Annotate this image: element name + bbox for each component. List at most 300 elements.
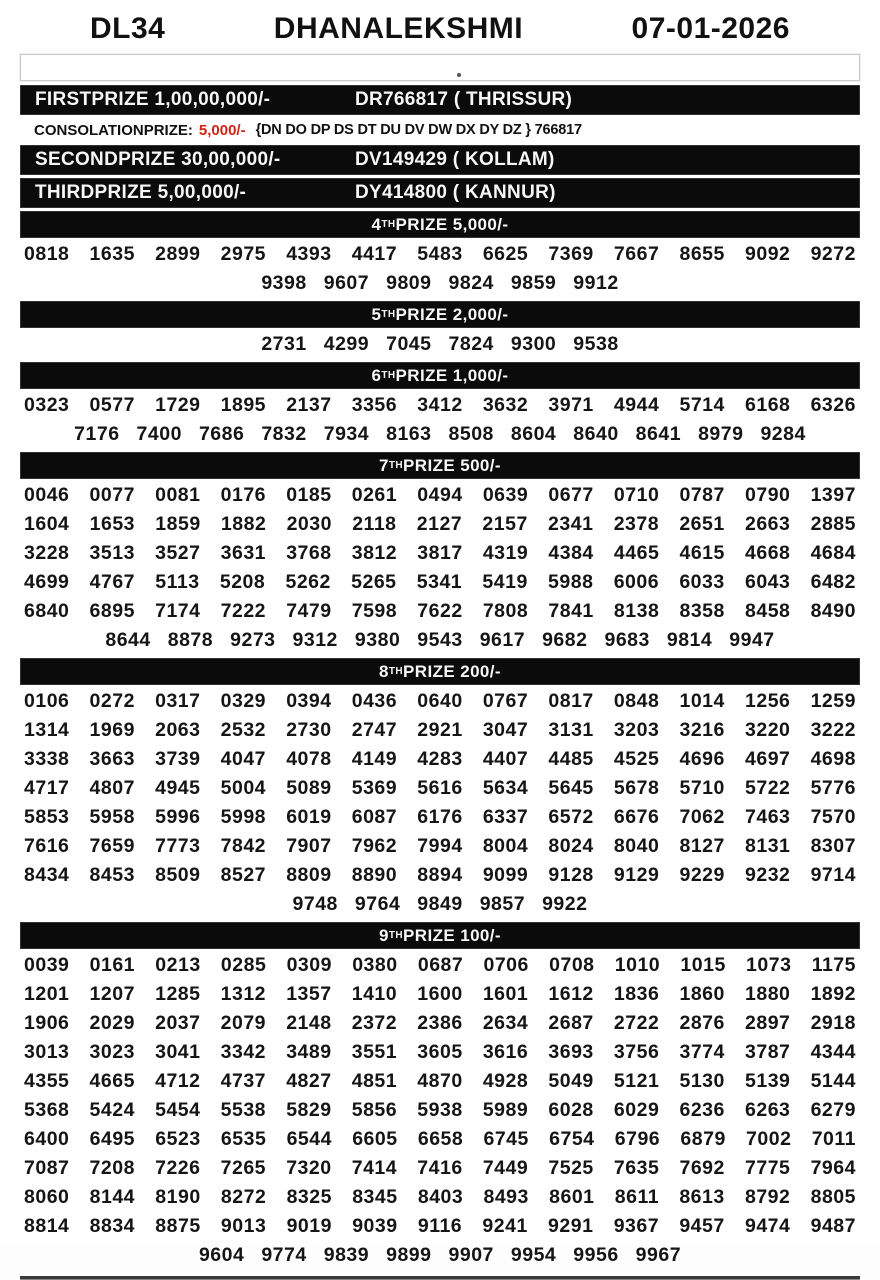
prize-number: 4665	[89, 1070, 135, 1092]
prize-number: 4684	[810, 542, 856, 564]
prize-number: 5139	[745, 1070, 791, 1092]
prize-number: 9907	[448, 1244, 494, 1266]
prize-number: 8805	[810, 1186, 856, 1208]
prize-number: 1880	[745, 983, 791, 1005]
prize-number: 3228	[24, 542, 70, 564]
prize-number: 6006	[613, 571, 660, 593]
prize-number: 7570	[810, 806, 856, 828]
prize-number: 0640	[417, 690, 463, 712]
prize-number: 9099	[482, 864, 529, 886]
prize-number: 4870	[417, 1070, 463, 1092]
prize-number: 3342	[220, 1041, 267, 1063]
prize-number: 9809	[386, 272, 432, 294]
prize-number: 4807	[89, 777, 135, 799]
prize-number: 3047	[482, 719, 529, 741]
prize-number: 0380	[352, 954, 398, 976]
prize-number: 0677	[548, 484, 594, 506]
prize-number: 7400	[136, 423, 182, 445]
prize-number: 4465	[613, 542, 660, 564]
prize-number: 7320	[286, 1157, 332, 1179]
prize-number: 5714	[679, 394, 725, 416]
prize-number: 7045	[386, 333, 432, 355]
prize-number: 5958	[89, 806, 135, 828]
prize-number: 7087	[24, 1157, 70, 1179]
prize-number: 3338	[24, 748, 70, 770]
prize-number-row	[20, 716, 860, 745]
consolation-amount: 5,000/-	[198, 121, 246, 139]
prize-number: 1410	[351, 983, 398, 1005]
prize-number: 5853	[24, 806, 70, 828]
prize-number: 3489	[286, 1041, 332, 1063]
prize-number: 5121	[613, 1070, 660, 1092]
prize-number: 8834	[89, 1215, 136, 1237]
prize-number: 2157	[482, 513, 528, 535]
prize-number: 4384	[548, 542, 594, 564]
prize-number-row	[20, 1125, 860, 1154]
prize-number: 8613	[679, 1186, 725, 1208]
prize-number: 8878	[167, 629, 214, 651]
tier-header: 7 TH PRIZE 500/-	[20, 452, 860, 479]
prize-number: 9714	[810, 864, 856, 886]
prize-number: 1397	[810, 484, 856, 506]
prize-number: 3222	[810, 719, 856, 741]
prize-number: 3513	[89, 542, 135, 564]
prize-number: 4078	[286, 748, 332, 770]
prize-number: 6019	[286, 806, 332, 828]
prize-number: 4525	[613, 748, 660, 770]
tier-header: 4 TH PRIZE 5,000/-	[20, 211, 860, 238]
prize-number: 6658	[417, 1128, 464, 1150]
prize-number: 8809	[286, 864, 332, 886]
consolation-row	[20, 118, 860, 142]
draw-date: 07-01-2026	[631, 12, 790, 45]
prize-number: 9312	[292, 629, 338, 651]
prize-number: 6033	[679, 571, 725, 593]
prize-number-row	[20, 510, 860, 539]
prize-number: 6796	[614, 1128, 661, 1150]
prize-number-row	[20, 626, 860, 655]
prize-number: 8345	[352, 1186, 398, 1208]
prize-number: 2730	[286, 719, 332, 741]
prize-number: 9487	[810, 1215, 856, 1237]
prize-number-row	[20, 597, 860, 626]
prize-number: 8527	[220, 864, 267, 886]
prize-number: 2897	[745, 1012, 791, 1034]
prize-number: 1357	[286, 983, 332, 1005]
tier-header: 6 TH PRIZE 1,000/-	[20, 362, 860, 389]
prize-number: 8601	[549, 1186, 595, 1208]
second-prize-bar	[20, 145, 860, 175]
prize-number: 1860	[679, 983, 725, 1005]
prize-number: 7616	[24, 835, 70, 857]
prize-number: 1175	[811, 954, 856, 976]
prize-number: 6754	[549, 1128, 595, 1150]
prize-number: 5710	[679, 777, 725, 799]
third-prize-label: THIRDPRIZE 5,00,000/-	[35, 182, 247, 203]
prize-number: 6572	[548, 806, 594, 828]
prize-number: 8453	[89, 864, 135, 886]
prize-number: 5130	[679, 1070, 725, 1092]
prize-number: 7824	[448, 333, 494, 355]
prize-number: 0309	[286, 954, 332, 976]
prize-number: 7964	[810, 1157, 856, 1179]
prize-number: 9272	[810, 243, 856, 265]
prize-number: 3768	[286, 542, 332, 564]
prize-number: 7773	[155, 835, 201, 857]
prize-number: 9457	[679, 1215, 725, 1237]
prize-number: 5998	[220, 806, 267, 828]
prize-number: 8611	[614, 1186, 660, 1208]
prize-number: 1604	[24, 513, 70, 535]
first-prize-bar	[20, 85, 860, 115]
prize-number: 3216	[679, 719, 725, 741]
prize-number: 7635	[613, 1157, 660, 1179]
prize-number: 7841	[548, 600, 594, 622]
prize-number: 5089	[286, 777, 332, 799]
prize-number: 6523	[155, 1128, 201, 1150]
tier-header: 8 TH PRIZE 200/-	[20, 658, 860, 685]
prize-number: 6745	[483, 1128, 529, 1150]
prize-number: 7416	[417, 1157, 463, 1179]
prize-number: 4668	[745, 542, 791, 564]
prize-number: 0106	[24, 690, 70, 712]
prize-number: 1859	[155, 513, 201, 535]
prize-number: 4417	[351, 243, 398, 265]
prize-number: 2079	[220, 1012, 267, 1034]
prize-number: 9538	[573, 333, 619, 355]
prize-number: 5454	[155, 1099, 201, 1121]
prize-number: 2885	[810, 513, 856, 535]
prize-number: 6087	[351, 806, 398, 828]
prize-number: 2921	[417, 719, 463, 741]
prize-number: 5483	[417, 243, 463, 265]
prize-number-row	[20, 568, 860, 597]
second-prize-winner: DV149429 ( KOLLAM)	[355, 149, 555, 170]
prize-number: 5049	[548, 1070, 594, 1092]
prize-number: 3693	[548, 1041, 594, 1063]
prize-number: 8131	[745, 835, 791, 857]
prize-number: 4737	[220, 1070, 267, 1092]
prize-number: 9604	[198, 1244, 245, 1266]
prize-number: 7463	[745, 806, 791, 828]
prize-number: 7622	[417, 600, 463, 622]
prize-number: 4047	[220, 748, 267, 770]
prize-number: 1600	[417, 983, 463, 1005]
prize-number: 4319	[482, 542, 529, 564]
prize-number: 4696	[679, 748, 725, 770]
prize-number: 9954	[510, 1244, 557, 1266]
prize-number: 5678	[613, 777, 660, 799]
prize-number: 8434	[24, 864, 70, 886]
prize-number: 2063	[155, 719, 201, 741]
prize-number-row	[20, 1038, 860, 1067]
prize-number: 4393	[286, 243, 332, 265]
prize-number: 9857	[479, 893, 526, 915]
prize-number: 0436	[351, 690, 398, 712]
prize-number: 2634	[482, 1012, 529, 1034]
prize-number: 9849	[417, 893, 463, 915]
first-prize-label: FIRSTPRIZE 1,00,00,000/-	[35, 89, 271, 110]
prize-number: 8875	[155, 1215, 201, 1237]
prize-number: 9092	[745, 243, 791, 265]
prize-number: 0817	[548, 690, 594, 712]
prize-number-row	[20, 1154, 860, 1183]
prize-number-row	[20, 481, 860, 510]
prize-number: 0818	[24, 243, 70, 265]
prize-number: 0577	[89, 394, 135, 416]
prize-number: 8163	[386, 423, 432, 445]
prize-number: 0687	[417, 954, 464, 976]
prize-number: 7667	[613, 243, 660, 265]
prize-number: 1601	[482, 983, 529, 1005]
prize-number: 6605	[352, 1128, 398, 1150]
prize-number: 1653	[89, 513, 136, 535]
first-prize-winner: DR766817 ( THRISSUR)	[355, 89, 573, 110]
prize-number: 6482	[810, 571, 856, 593]
prize-number-row	[20, 330, 860, 359]
prize-number: 0077	[89, 484, 135, 506]
prize-number: 3663	[89, 748, 135, 770]
prize-number: 3739	[155, 748, 201, 770]
prize-number: 1612	[548, 983, 594, 1005]
prize-number: 1892	[810, 983, 856, 1005]
prize-number: 7525	[548, 1157, 594, 1179]
prize-number: 1201	[24, 983, 70, 1005]
prize-number: 4712	[155, 1070, 201, 1092]
prize-number: 2747	[351, 719, 398, 741]
prize-number: 2030	[286, 513, 332, 535]
prize-number-row	[20, 539, 860, 568]
prize-number: 6495	[89, 1128, 136, 1150]
lottery-name: DHANALEKSHMI	[273, 12, 524, 45]
prize-number: 0790	[745, 484, 791, 506]
prize-number: 1635	[89, 243, 135, 265]
prize-number: 3220	[745, 719, 791, 741]
prize-number: 5419	[482, 571, 528, 593]
prize-number: 0213	[155, 954, 201, 976]
prize-number: 1836	[613, 983, 660, 1005]
prize-number: 6168	[745, 394, 791, 416]
prize-number: 9129	[613, 864, 660, 886]
prize-number: 8458	[745, 600, 791, 622]
prize-number: 4767	[89, 571, 136, 593]
prize-number: 9398	[261, 272, 307, 294]
prize-number: 5616	[417, 777, 463, 799]
prize-number: 8641	[635, 423, 682, 445]
prize-number-row	[20, 861, 860, 890]
prize-number: 9859	[510, 272, 557, 294]
prize-number: 2037	[155, 1012, 201, 1034]
prize-number: 1314	[24, 719, 70, 741]
prize-number: 9814	[666, 629, 713, 651]
prize-number: 1010	[614, 954, 661, 976]
prize-number-row	[20, 391, 860, 420]
prize-number: 1207	[89, 983, 135, 1005]
prize-number: 2918	[810, 1012, 856, 1034]
prize-number: 7449	[482, 1157, 529, 1179]
prize-number: 9839	[323, 1244, 370, 1266]
prize-number-row	[20, 1183, 860, 1212]
prize-number: 9273	[230, 629, 276, 651]
bottom-rule	[20, 1276, 860, 1280]
prize-number-row	[20, 687, 860, 716]
prize-number: 9291	[548, 1215, 594, 1237]
consolation-label: CONSOLATIONPRIZE:	[34, 121, 193, 139]
prize-number: 9229	[679, 864, 725, 886]
prize-number: 8307	[810, 835, 856, 857]
prize-number: 9912	[573, 272, 619, 294]
prize-number: 9039	[352, 1215, 398, 1237]
prize-number: 5144	[810, 1070, 856, 1092]
prize-number: 3616	[482, 1041, 529, 1063]
prize-number: 7011	[811, 1128, 856, 1150]
prize-number: 6625	[482, 243, 529, 265]
prize-number: 3812	[351, 542, 398, 564]
prize-number: 1014	[679, 690, 725, 712]
prize-number: 9607	[323, 272, 370, 294]
prize-number: 7062	[679, 806, 725, 828]
prize-number: 9367	[613, 1215, 660, 1237]
prize-number-row	[20, 890, 860, 919]
prize-number: 9019	[286, 1215, 332, 1237]
prize-number: 8325	[286, 1186, 332, 1208]
prize-number-row	[20, 240, 860, 269]
prize-number-row	[20, 1241, 860, 1270]
prize-number: 9543	[417, 629, 463, 651]
prize-number: 9899	[386, 1244, 432, 1266]
prize-number-row	[20, 832, 860, 861]
prize-number: 4928	[482, 1070, 529, 1092]
prize-number: 3023	[89, 1041, 135, 1063]
prize-number: 0176	[220, 484, 267, 506]
prize-number: 8979	[698, 423, 744, 445]
prize-number: 5265	[351, 571, 397, 593]
prize-number: 4615	[679, 542, 725, 564]
prize-number: 1729	[155, 394, 201, 416]
prize-number-row	[20, 1212, 860, 1241]
second-prize-label: SECONDPRIZE 30,00,000/-	[35, 149, 281, 170]
prize-number: 5262	[285, 571, 331, 593]
prize-number: 3131	[548, 719, 594, 741]
prize-number: 4717	[24, 777, 70, 799]
prize-number: 1259	[810, 690, 856, 712]
consolation-series: {DN DO DP DS DT DU DV DW DX DY DZ } 766817	[255, 122, 582, 138]
prize-number: 6043	[744, 571, 791, 593]
prize-number: 0708	[549, 954, 595, 976]
prize-number-row	[20, 269, 860, 298]
prize-number: 1285	[155, 983, 201, 1005]
prize-number: 9682	[542, 629, 588, 651]
prize-number: 8272	[220, 1186, 267, 1208]
prize-number: 2386	[417, 1012, 463, 1034]
prize-number: 6028	[548, 1099, 594, 1121]
prize-number: 8024	[548, 835, 594, 857]
prize-number: 6326	[810, 394, 856, 416]
prize-number: 2372	[351, 1012, 398, 1034]
prize-number: 0046	[24, 484, 70, 506]
prize-number: 7659	[89, 835, 135, 857]
prize-number: 5113	[155, 571, 200, 593]
prize-number: 4485	[548, 748, 594, 770]
prize-number: 3787	[745, 1041, 791, 1063]
prize-number: 1895	[220, 394, 267, 416]
prize-number: 0329	[220, 690, 267, 712]
prize-number: 9967	[635, 1244, 682, 1266]
prize-number: 7265	[220, 1157, 267, 1179]
prize-number: 1015	[680, 954, 726, 976]
prize-number: 9474	[744, 1215, 791, 1237]
prize-number: 5988	[548, 571, 594, 593]
prize-number: 2532	[220, 719, 267, 741]
prize-number: 2687	[548, 1012, 594, 1034]
prize-number: 8792	[744, 1186, 791, 1208]
prize-number: 3971	[548, 394, 594, 416]
prize-number: 5538	[220, 1099, 267, 1121]
prize-number-row	[20, 420, 860, 449]
prize-number: 6263	[745, 1099, 791, 1121]
prize-number: 7176	[74, 423, 120, 445]
prize-number: 7842	[220, 835, 267, 857]
prize-number: 5341	[416, 571, 463, 593]
prize-number: 7222	[220, 600, 267, 622]
tier-header: 9 TH PRIZE 100/-	[20, 922, 860, 949]
prize-number: 4827	[286, 1070, 332, 1092]
prize-number: 7686	[198, 423, 245, 445]
prize-number: 3203	[613, 719, 660, 741]
prize-number: 2876	[679, 1012, 725, 1034]
blank-strip	[20, 54, 860, 81]
prize-number: 5369	[351, 777, 398, 799]
prize-number: 6535	[220, 1128, 267, 1150]
prize-number: 9241	[482, 1215, 528, 1237]
prize-number: 4944	[613, 394, 660, 416]
prize-number: 0787	[679, 484, 725, 506]
prize-number: 0494	[417, 484, 463, 506]
prize-number: 5829	[286, 1099, 332, 1121]
prize-number: 3527	[155, 542, 201, 564]
third-prize-winner: DY414800 ( KANNUR)	[355, 182, 556, 203]
prize-number: 2722	[613, 1012, 660, 1034]
prize-number: 5004	[220, 777, 267, 799]
prize-number: 9232	[745, 864, 791, 886]
prize-number: 1906	[24, 1012, 70, 1034]
prize-number: 8490	[810, 600, 856, 622]
prize-number: 5856	[351, 1099, 398, 1121]
prize-number: 9956	[573, 1244, 619, 1266]
prize-number: 8604	[510, 423, 557, 445]
prize-number: 5989	[482, 1099, 529, 1121]
prize-number: 3013	[24, 1041, 70, 1063]
prize-number: 0767	[482, 690, 529, 712]
prize-number: 1256	[745, 690, 791, 712]
third-prize-bar	[20, 178, 860, 208]
prize-number: 6236	[679, 1099, 725, 1121]
prize-number: 0039	[24, 954, 70, 976]
prize-number: 6676	[613, 806, 660, 828]
prize-number: 0706	[483, 954, 529, 976]
prize-number: 0272	[89, 690, 135, 712]
prize-number: 3551	[351, 1041, 398, 1063]
prize-number: 4697	[745, 748, 791, 770]
prize-number: 4283	[417, 748, 463, 770]
prize-number: 9922	[542, 893, 588, 915]
prize-number: 8493	[483, 1186, 529, 1208]
prize-number: 2651	[679, 513, 725, 535]
prize-number: 9380	[354, 629, 401, 651]
prize-number: 2341	[548, 513, 594, 535]
prize-number: 9128	[548, 864, 594, 886]
prize-number: 7369	[548, 243, 594, 265]
